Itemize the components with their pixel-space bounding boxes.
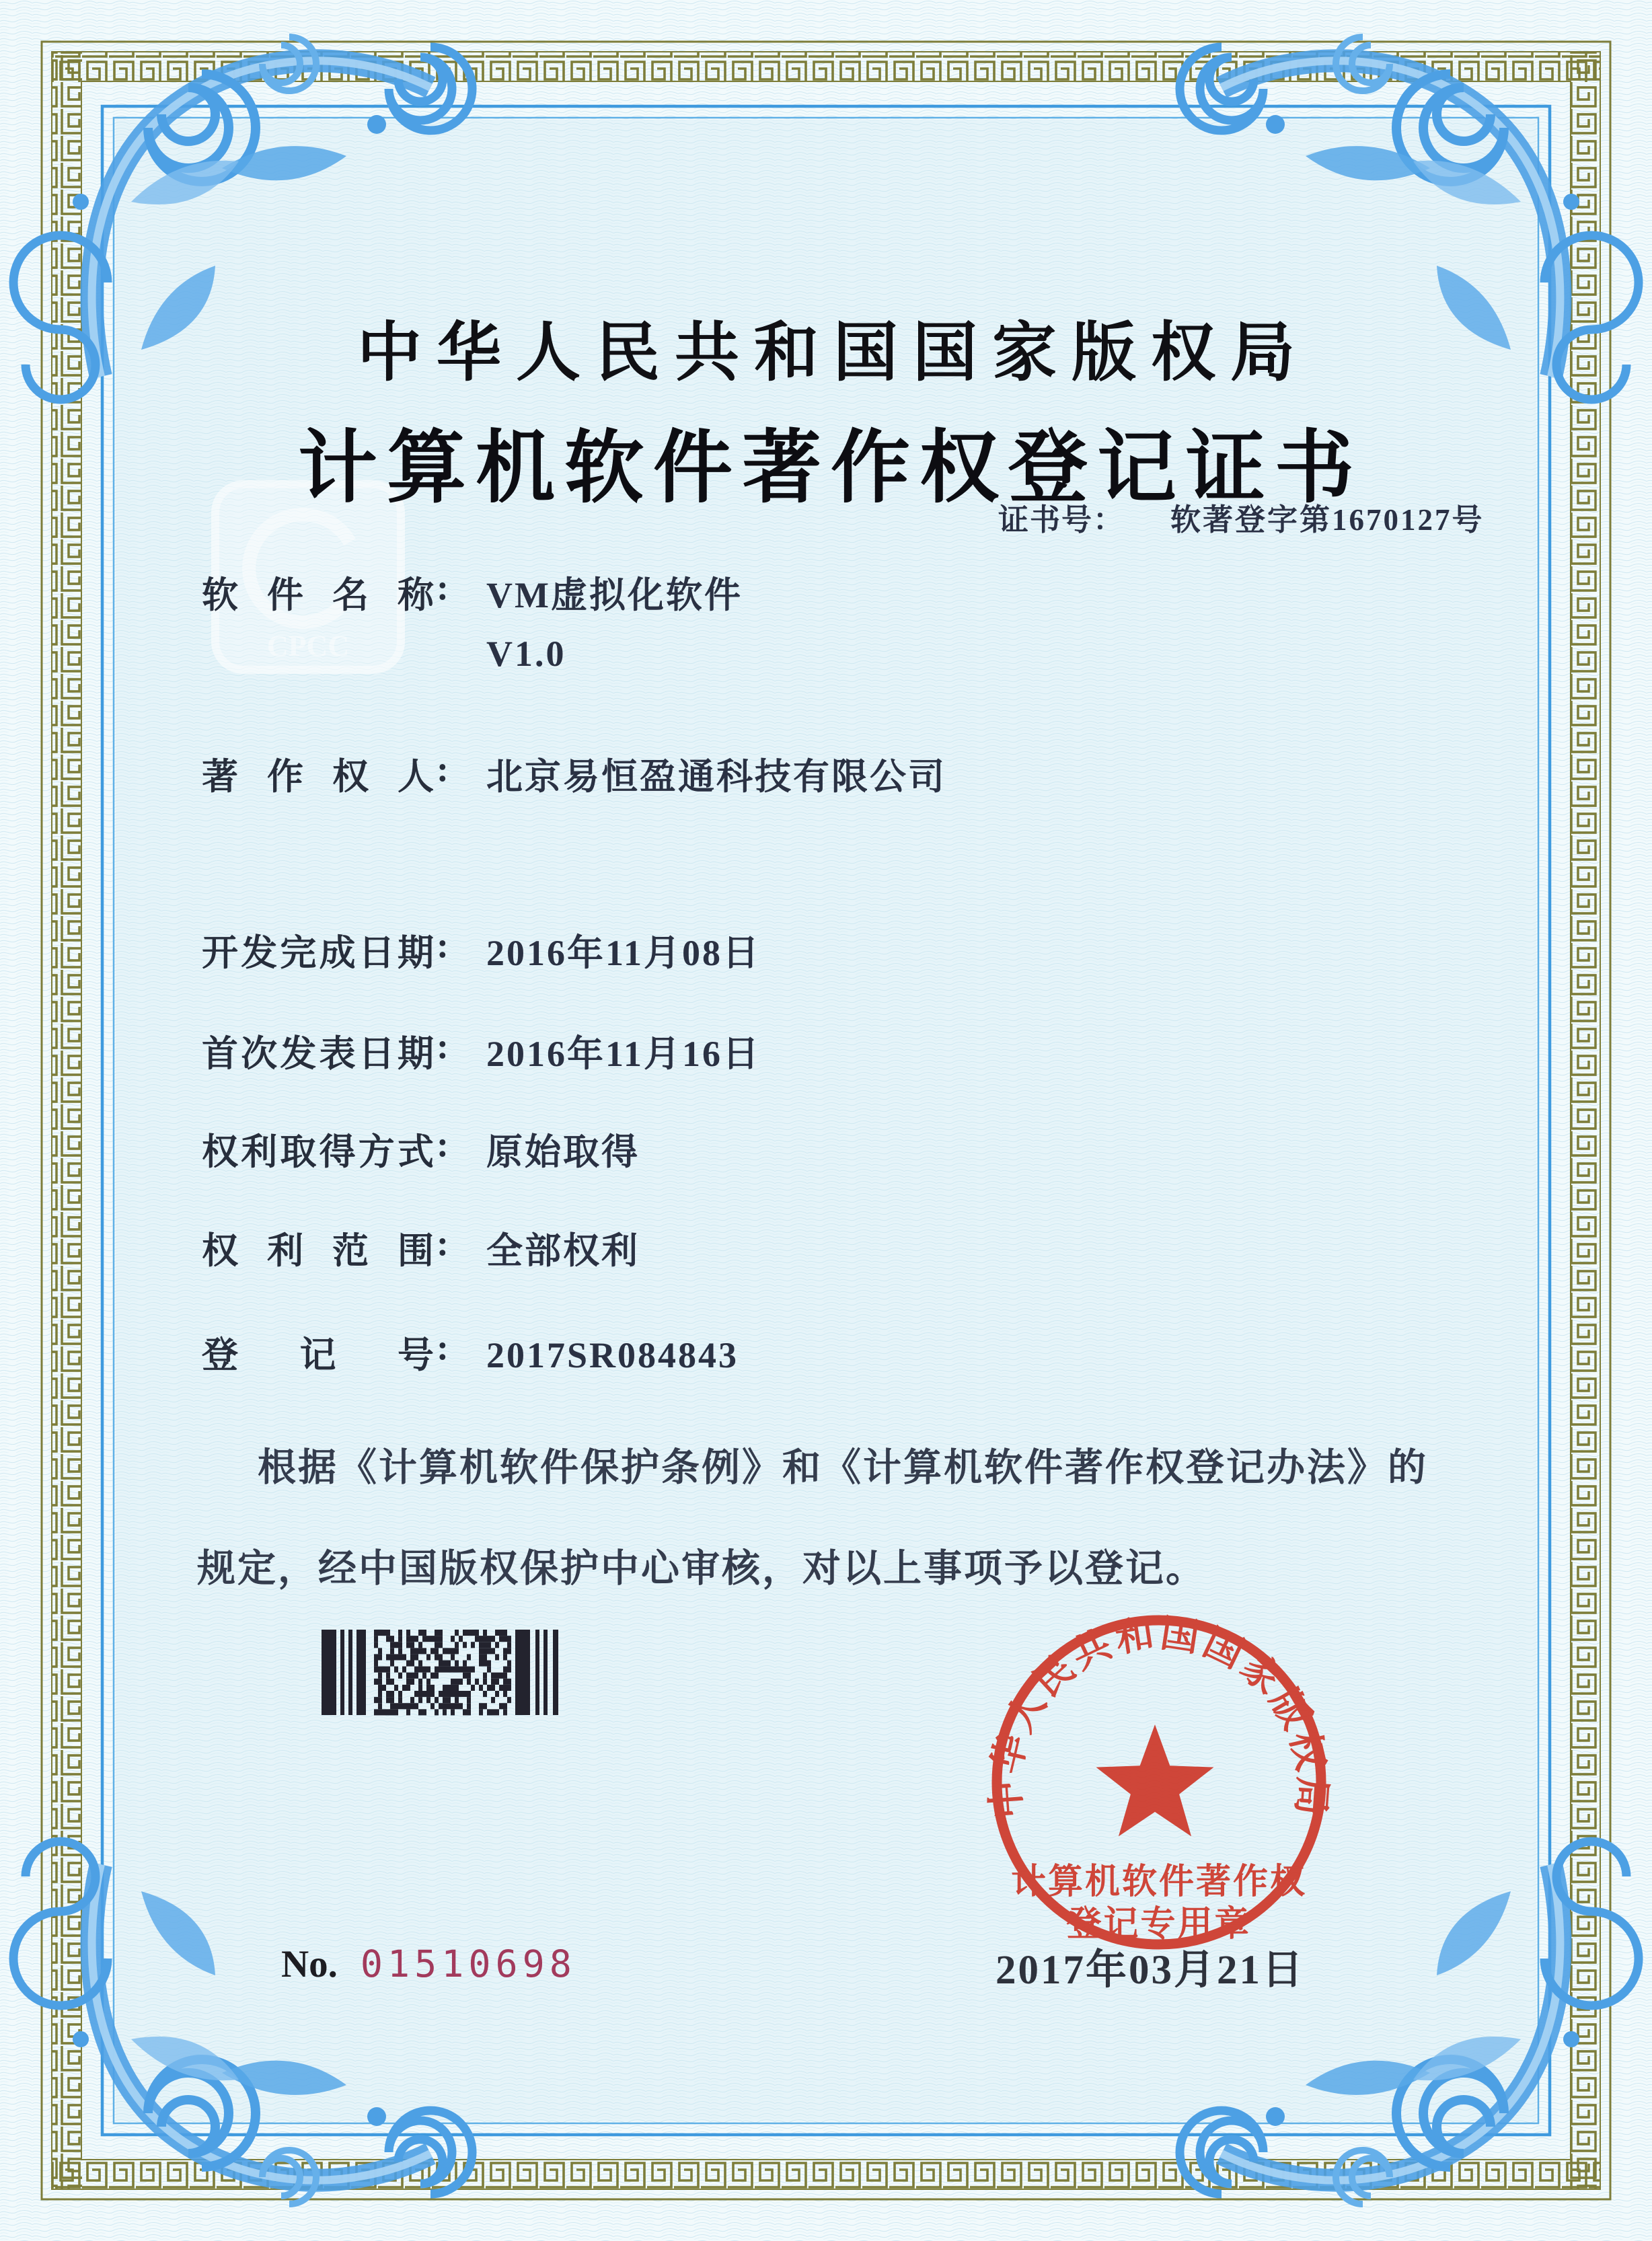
field-label: 权利取得方式 bbox=[202, 1132, 434, 1172]
field-value: VM虚拟化软件 V1.0 bbox=[486, 566, 743, 684]
seal-date: 2017年03月21日 bbox=[995, 1948, 1305, 1993]
certificate-title: 计算机软件著作权登记证书 bbox=[297, 424, 1363, 512]
software-version: V1.0 bbox=[486, 634, 566, 675]
serial-number bbox=[281, 1942, 576, 1986]
field-value: 2016年11月08日 bbox=[486, 933, 761, 973]
field-software-name: 软件名称 : VM虚拟化软件 V1.0 bbox=[202, 566, 743, 684]
statement-line-1: 根据《计算机软件保护条例》和《计算机软件著作权登记办法》的 bbox=[258, 1447, 1428, 1489]
field-rights-acquisition: 权利取得方式 : 原始取得 bbox=[202, 1123, 640, 1182]
cpcc-watermark-text: CPCC bbox=[266, 630, 350, 662]
field-value: 全部权利 bbox=[486, 1231, 640, 1271]
field-label: 权利范围 bbox=[202, 1231, 434, 1271]
statement-line-2: 规定，经中国版权保护中心审核，对以上事项予以登记。 bbox=[197, 1548, 1206, 1590]
field-label: 首次发表日期 bbox=[202, 1034, 434, 1074]
certificate-number bbox=[998, 495, 1485, 539]
serial-number-label: No. bbox=[281, 1943, 338, 1985]
field-label: 登记号 bbox=[202, 1335, 434, 1375]
field-value: 原始取得 bbox=[486, 1132, 640, 1172]
field-label: 软件名称 bbox=[202, 575, 434, 615]
field-registration-number: 登记号 : 2017SR084843 bbox=[202, 1326, 739, 1385]
field-value: 2017SR084843 bbox=[486, 1335, 739, 1375]
field-rights-scope: 权利范围 : 全部权利 bbox=[202, 1222, 640, 1281]
serial-number-value: 01510698 bbox=[360, 1942, 576, 1985]
field-value: 2016年11月16日 bbox=[486, 1034, 761, 1074]
field-label: 著作权人 bbox=[202, 757, 434, 797]
field-value: 北京易恒盈通科技有限公司 bbox=[486, 757, 946, 797]
issuing-authority: 中华人民共和国国家版权局 bbox=[357, 317, 1310, 389]
certificate-number-label: 证书号： bbox=[998, 503, 1125, 537]
seal-arc-text: 中华人民共和国国家版权局 bbox=[984, 1612, 1334, 1821]
field-dev-complete-date: 开发完成日期 : 2016年11月08日 bbox=[202, 924, 761, 983]
seal-line1: 计算机软件著作权 bbox=[1010, 1863, 1308, 1901]
field-copyright-owner: 著作权人 : 北京易恒盈通科技有限公司 bbox=[202, 748, 946, 806]
certificate-number-value: 软著登字第1670127号 bbox=[1170, 503, 1485, 537]
field-label: 开发完成日期 bbox=[202, 933, 434, 973]
field-first-publish-date: 首次发表日期 : 2016年11月16日 bbox=[202, 1025, 761, 1084]
seal-line2: 登记专用章 bbox=[1066, 1905, 1252, 1944]
